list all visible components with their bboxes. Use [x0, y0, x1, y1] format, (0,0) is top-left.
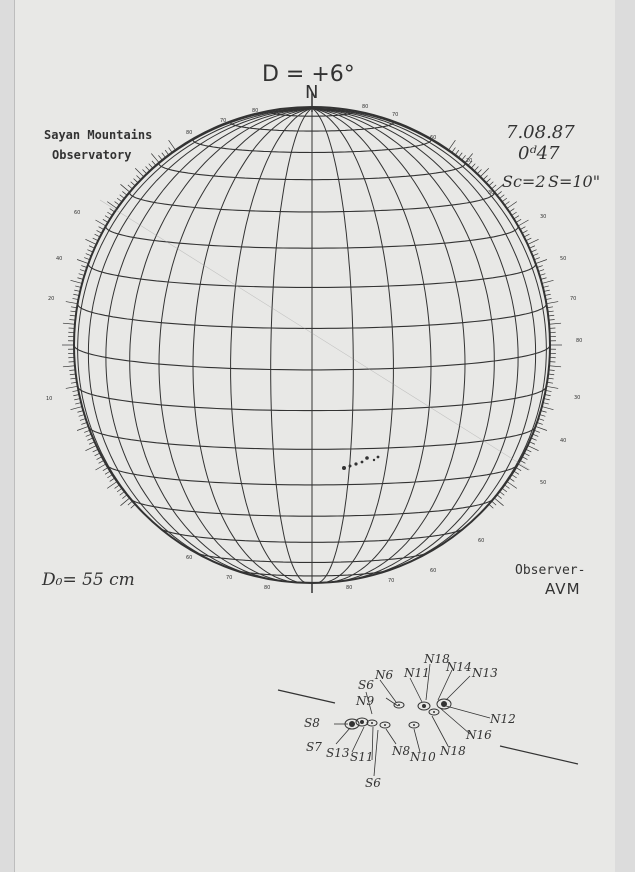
left-limb-tick — [158, 155, 162, 160]
left-limb-tick — [149, 164, 153, 168]
left-limb-tick — [77, 278, 83, 280]
grid-label-bottom-5: 70 — [388, 578, 395, 584]
spot-leader-line — [380, 680, 396, 702]
grid-label-bottom-6: 80 — [346, 585, 353, 591]
right-limb-tick — [497, 495, 502, 499]
right-limb-tick — [514, 216, 519, 219]
right-limb-tick — [516, 219, 521, 222]
right-limb-tick — [534, 258, 540, 260]
grid-label-left-2: 40 — [56, 256, 63, 262]
right-limb-tick — [529, 246, 534, 248]
spot-label-s7: S7 — [306, 740, 322, 754]
spot-label-n6: N6 — [375, 668, 394, 682]
left-limb-tick — [81, 266, 87, 268]
sunspot — [354, 462, 357, 465]
grid-label-bottom-1: 60 — [186, 555, 193, 561]
left-limb-tick — [89, 442, 94, 444]
grid-label-bottom-2: 70 — [226, 575, 233, 581]
spot-leader-line — [438, 670, 452, 700]
right-limb-tick — [455, 150, 459, 155]
right-limb-tick — [528, 446, 539, 451]
sunspot — [361, 461, 364, 464]
right-limb-tick — [505, 485, 510, 489]
left-limb-tick — [136, 176, 140, 180]
spot-umbra — [349, 721, 355, 727]
right-limb-tick — [544, 290, 550, 291]
right-limb-tick — [524, 453, 529, 456]
left-limb-tick — [77, 426, 88, 430]
left-limb-tick — [120, 195, 125, 199]
right-limb-tick — [522, 457, 527, 460]
observatory-name: Sayan Mountains — [44, 128, 153, 142]
right-limb-tick — [462, 155, 466, 160]
right-limb-tick — [502, 198, 507, 202]
right-limb-tick — [536, 259, 547, 263]
left-limb-tick — [165, 150, 169, 155]
right-limb-tick — [549, 323, 561, 324]
spot-label-n16: N16 — [466, 728, 492, 742]
right-limb-tick — [500, 492, 505, 496]
left-limb-tick — [87, 438, 93, 440]
spot-label-n18-bottom: N18 — [440, 744, 466, 758]
sunspot — [349, 465, 352, 468]
sunspot — [377, 456, 380, 459]
left-limb-tick — [71, 307, 77, 308]
grid-label-right-4: 80 — [576, 338, 583, 344]
right-limb-tick — [518, 464, 528, 470]
spot-leader-line — [446, 676, 470, 700]
grid-label-right-7: 50 — [540, 480, 547, 486]
grid-label-right-6: 40 — [560, 438, 567, 444]
left-limb-tick — [74, 290, 80, 291]
right-limb-tick — [489, 504, 493, 508]
right-limb-tick — [512, 475, 517, 478]
observatory-label: Observatory — [52, 148, 132, 162]
spot-umbra — [384, 724, 386, 726]
right-limb-tick — [526, 449, 531, 452]
spot-umbra — [371, 722, 373, 724]
left-limb-tick — [110, 478, 115, 481]
right-limb-tick — [520, 460, 525, 463]
left-limb-tick — [77, 259, 88, 263]
left-limb-tick — [74, 399, 80, 400]
right-limb-tick — [492, 501, 497, 505]
left-limb-tick — [66, 302, 78, 304]
left-limb-tick — [162, 153, 166, 158]
left-limb-tick — [63, 323, 75, 324]
sc-value: Sc=2 — [502, 172, 546, 191]
right-limb-tick — [524, 234, 529, 237]
grid-label-right-10: 20 — [466, 158, 473, 164]
right-limb-tick — [509, 209, 514, 212]
right-limb-tick — [531, 250, 537, 252]
left-limb-tick — [86, 434, 92, 436]
right-limb-tick — [543, 286, 549, 287]
right-limb-tick — [516, 468, 521, 471]
left-limb-tick — [87, 250, 93, 252]
right-limb-tick — [509, 478, 514, 481]
spot-label-s6-top: S6 — [358, 678, 374, 692]
right-limb-tick — [500, 195, 505, 199]
observer-label: Observer- — [515, 563, 586, 578]
left-limb-tick — [84, 258, 90, 260]
left-limb-tick — [115, 485, 120, 489]
right-limb-tick — [514, 471, 519, 474]
left-limb-tick — [99, 460, 104, 463]
spot-label-n13: N13 — [472, 666, 498, 680]
spot-leader-line — [410, 678, 422, 702]
right-limb-tick — [518, 220, 528, 226]
right-limb-tick — [546, 302, 558, 304]
spot-label-n10: N10 — [410, 750, 436, 764]
right-limb-tick — [502, 488, 507, 492]
grid-label-left-1: 60 — [74, 210, 81, 216]
left-limb-tick — [80, 419, 86, 421]
left-limb-tick — [117, 488, 122, 492]
left-limb-tick — [103, 468, 108, 471]
spot-label-n18-top: N18 — [424, 652, 450, 666]
orientation-line-left — [278, 690, 335, 703]
spot-label-n9: N9 — [356, 694, 375, 708]
right-limb-tick — [538, 419, 544, 421]
left-limb-tick — [95, 220, 105, 226]
sunspot — [342, 466, 346, 470]
left-limb-tick — [122, 191, 127, 195]
left-limb-tick — [131, 182, 135, 186]
right-limb-tick — [534, 430, 540, 432]
left-limb-tick — [63, 366, 75, 367]
spot-umbra — [360, 720, 364, 724]
left-limb-tick — [80, 270, 86, 272]
observation-time: 0ᵈ47 — [518, 143, 560, 164]
left-limb-tick — [128, 501, 133, 505]
spot-label-s13: S13 — [326, 746, 350, 760]
grid-label-top-3: 70 — [220, 118, 227, 124]
left-limb-tick — [117, 198, 122, 202]
spot-label-n8: N8 — [392, 744, 411, 758]
right-limb-tick — [529, 442, 534, 444]
spot-leader-line — [352, 727, 364, 752]
right-limb-tick — [526, 238, 531, 241]
left-limb-tick — [89, 246, 94, 248]
left-limb-tick — [105, 216, 110, 219]
north-marker: N — [305, 82, 319, 103]
spot-label-n12: N12 — [490, 712, 516, 726]
observation-date: 7.08.87 — [506, 122, 575, 143]
left-limb-tick — [120, 492, 125, 496]
left-limb-tick — [86, 254, 92, 256]
right-limb-tick — [497, 191, 502, 195]
right-limb-tick — [486, 179, 490, 183]
left-limb-tick — [79, 415, 85, 417]
spot-umbra — [413, 724, 415, 726]
left-limb-tick — [143, 169, 147, 173]
grid-label-right-9: 30 — [488, 190, 495, 196]
right-limb-tick — [531, 438, 537, 440]
right-limb-tick — [547, 382, 553, 383]
left-limb-tick — [107, 475, 112, 478]
spot-leader-line — [386, 729, 396, 744]
left-limb-tick — [79, 274, 85, 276]
declination-label: D = +6° — [262, 62, 355, 87]
left-limb-tick — [107, 212, 112, 215]
left-limb-tick — [135, 168, 143, 176]
right-limb-tick — [546, 386, 558, 388]
left-limb-tick — [84, 430, 90, 432]
right-limb-tick — [459, 153, 463, 158]
spot-leader-line — [432, 716, 448, 746]
left-limb-tick — [152, 161, 156, 166]
right-limb-tick — [538, 270, 544, 272]
grid-label-right-5: 30 — [574, 395, 581, 401]
grid-label-right-8: 60 — [478, 538, 485, 544]
right-limb-tick — [542, 280, 554, 283]
left-limb-tick — [93, 449, 98, 452]
grid-label-right-3: 70 — [570, 296, 577, 302]
right-limb-tick — [483, 176, 487, 180]
right-limb-tick — [492, 185, 497, 189]
right-limb-tick — [477, 169, 481, 173]
right-limb-tick — [537, 266, 543, 268]
spot-leader-line — [414, 729, 420, 752]
sunspot — [373, 459, 375, 461]
right-limb-tick — [541, 278, 547, 280]
left-limb-tick — [85, 446, 96, 451]
orientation-line-right — [500, 746, 578, 764]
left-limb-tick — [75, 403, 81, 404]
right-limb-tick — [544, 399, 550, 400]
right-limb-tick — [542, 407, 554, 410]
left-limb-tick — [95, 453, 100, 456]
spot-umbra — [433, 711, 435, 713]
grid-label-top-6: 60 — [430, 135, 437, 141]
left-limb-tick — [115, 202, 120, 206]
grid-label-right-2: 50 — [560, 256, 567, 262]
spot-label-s6-bottom: S6 — [365, 776, 381, 790]
spot-leader-line — [374, 730, 378, 776]
right-limb-tick — [505, 202, 510, 206]
left-limb-tick — [97, 457, 102, 460]
spot-leader-line — [336, 728, 350, 744]
left-limb-tick — [77, 411, 83, 413]
right-limb-tick — [533, 254, 539, 256]
right-limb-tick — [474, 167, 478, 171]
right-limb-tick — [540, 415, 546, 417]
spot-label-s8: S8 — [304, 716, 320, 730]
right-limb-tick — [541, 411, 547, 413]
trace-line — [100, 200, 530, 470]
right-limb-tick — [537, 422, 543, 424]
right-limb-tick — [522, 230, 527, 233]
spot-leader-line — [446, 706, 490, 718]
left-limb-tick — [75, 286, 81, 287]
right-limb-tick — [471, 164, 475, 168]
grid-label-top-5: 80 — [186, 130, 193, 136]
right-limb-tick — [452, 148, 456, 153]
sunspot — [365, 456, 369, 460]
left-limb-tick — [95, 234, 100, 237]
grid-label-bottom-3: 80 — [264, 585, 271, 591]
left-limb-tick — [95, 464, 105, 470]
right-limb-tick — [547, 307, 553, 308]
right-limb-tick — [536, 426, 547, 430]
spot-umbra — [422, 704, 426, 708]
right-limb-tick — [512, 212, 517, 215]
grid-label-top-4: 70 — [392, 112, 399, 118]
right-limb-tick — [549, 366, 561, 367]
grid-label-top-2: 80 — [362, 104, 369, 110]
spot-label-n11: N11 — [404, 666, 430, 680]
right-limb-tick — [543, 403, 549, 404]
right-limb-tick — [528, 239, 539, 244]
left-limb-tick — [99, 227, 104, 230]
left-limb-tick — [169, 148, 173, 153]
left-limb-tick — [128, 185, 133, 189]
left-limb-tick — [93, 238, 98, 241]
disk-diameter: D₀= 55 cm — [42, 570, 135, 590]
grid-label-bottom-4: 60 — [430, 568, 437, 574]
grid-label-right-1: 30 — [540, 214, 547, 220]
left-limb-tick — [122, 495, 127, 499]
right-limb-tick — [533, 434, 539, 436]
left-limb-tick — [134, 179, 138, 183]
left-limb-tick — [97, 230, 102, 233]
right-limb-tick — [540, 274, 546, 276]
left-limb-tick — [71, 280, 83, 283]
left-limb-tick — [85, 239, 96, 244]
s-value: S=10" — [548, 172, 601, 191]
spot-label-s11: S11 — [350, 750, 374, 764]
left-limb-tick — [146, 167, 150, 171]
right-limb-tick — [480, 168, 488, 176]
grid-label-top-1: 80 — [252, 108, 259, 114]
spot-umbra — [398, 704, 400, 706]
spot-label-n14: N14 — [446, 660, 472, 674]
left-limb-tick — [105, 471, 110, 474]
grid-label-left-3: 20 — [48, 296, 55, 302]
left-limb-tick — [71, 382, 77, 383]
right-limb-tick — [520, 227, 525, 230]
left-limb-tick — [81, 422, 87, 424]
observer-initials: AVM — [545, 580, 581, 598]
left-limb-tick — [131, 504, 135, 508]
left-limb-tick — [66, 386, 78, 388]
grid-label-left-4: 10 — [46, 396, 53, 402]
left-limb-tick — [71, 407, 83, 410]
left-limb-tick — [103, 219, 108, 222]
right-limb-tick — [489, 182, 493, 186]
